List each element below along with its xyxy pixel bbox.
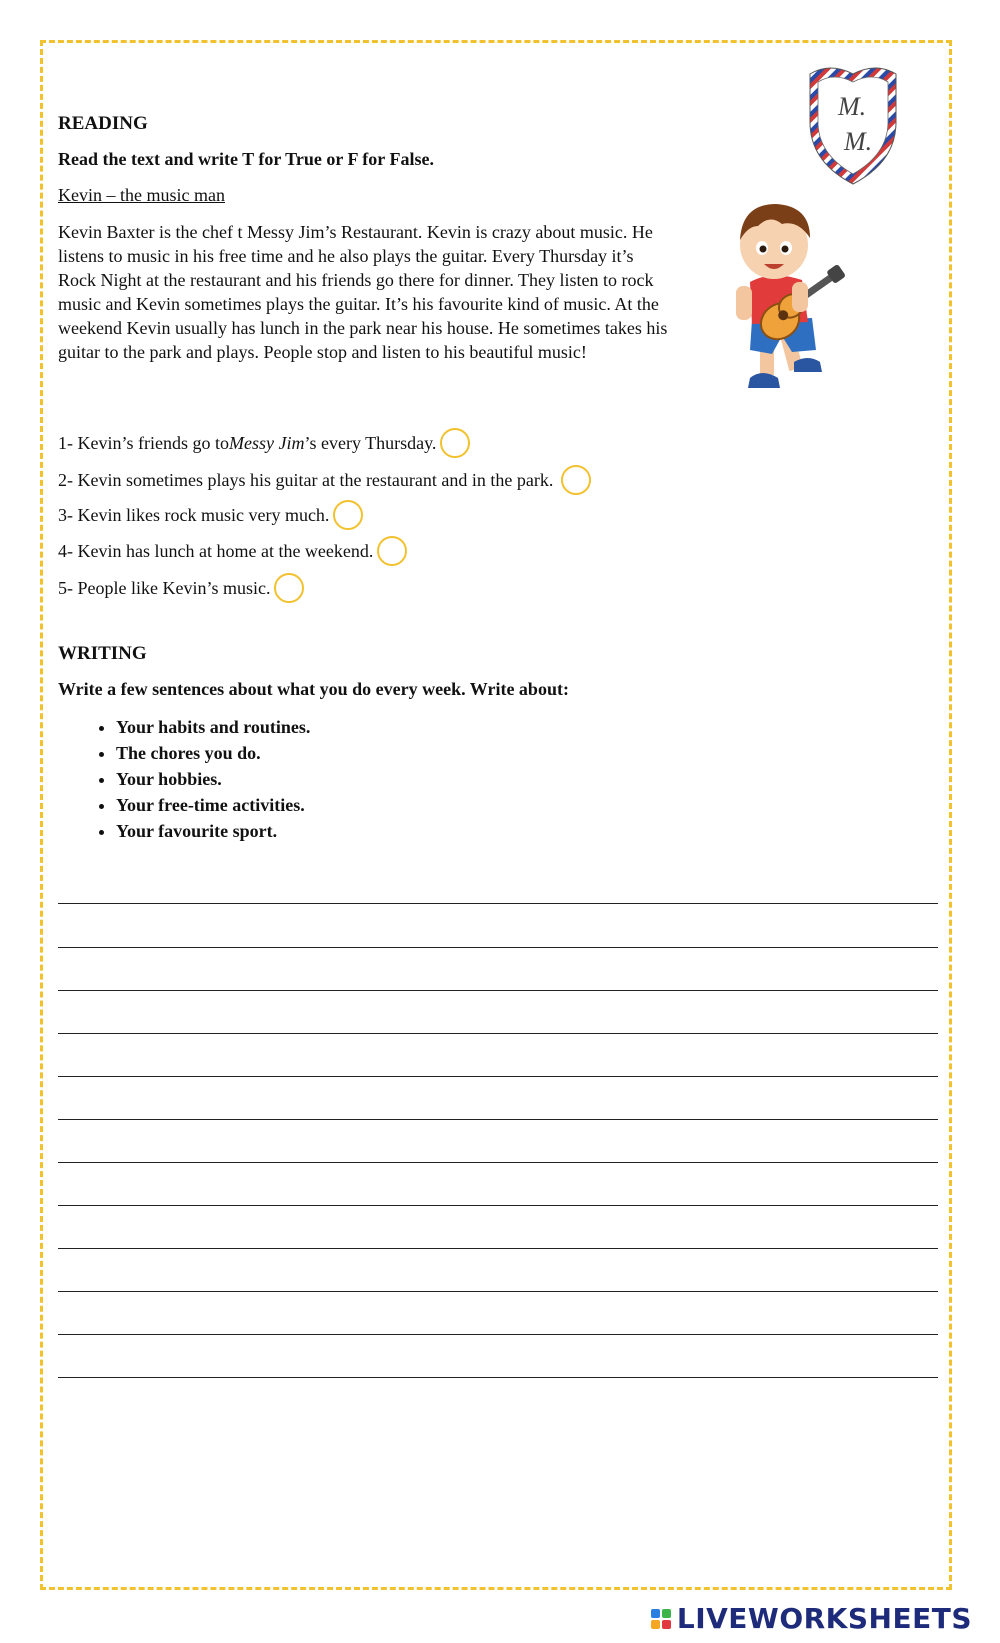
writing-line[interactable] [58, 1162, 938, 1163]
writing-line[interactable] [58, 1119, 938, 1120]
writing-bullet-list [58, 714, 310, 844]
question-4-text: 4- Kevin has lunch at home at the weekend. [58, 540, 374, 561]
writing-line[interactable] [58, 1248, 938, 1249]
question-5 [58, 573, 304, 603]
writing-line[interactable] [58, 1205, 938, 1206]
question-3 [58, 500, 363, 530]
bullet-item: • Your habits and routines. [116, 714, 310, 740]
writing-line[interactable] [58, 947, 938, 948]
liveworksheets-mark-icon [651, 1609, 671, 1629]
reading-heading: READING [58, 113, 148, 134]
boy-guitar-illustration [722, 190, 847, 405]
answer-circle-2[interactable] [561, 465, 591, 495]
crest-emblem [800, 60, 906, 190]
question-5-text: 5- People like Kevin’s music. [58, 577, 271, 598]
reading-instruction: Read the text and write T for True or F for False. [58, 149, 434, 169]
question-2-text: 2- Kevin sometimes plays his guitar at the restaurant and in the park. [58, 469, 554, 490]
bullet-item: • Your favourite sport. [116, 818, 310, 844]
answer-circle-3[interactable] [333, 500, 363, 530]
crest-letter-1: M. [838, 92, 867, 121]
question-1-text: 1- Kevin’s friends go to [58, 432, 229, 453]
crest-letter-2: M. [844, 127, 873, 156]
bullet-item: • The chores you do. [116, 740, 310, 766]
writing-line[interactable] [58, 903, 938, 904]
question-1-suffix: ’s every Thursday. [304, 432, 437, 453]
story-title: Kevin – the music man [58, 185, 225, 205]
answer-circle-1[interactable] [440, 428, 470, 458]
writing-instruction: Write a few sentences about what you do every week. Write about: [58, 679, 569, 699]
writing-line[interactable] [58, 1076, 938, 1077]
writing-line[interactable] [58, 1033, 938, 1034]
question-2 [58, 465, 591, 495]
answer-circle-4[interactable] [377, 536, 407, 566]
bullet-item: • Your free-time activities. [116, 792, 310, 818]
writing-line[interactable] [58, 1334, 938, 1335]
answer-circle-5[interactable] [274, 573, 304, 603]
story-paragraph: Kevin Baxter is the chef t Messy Jim’s Restaurant. Kevin is crazy about music. He listens to music in his free time and he also plays the guitar. Every Thursday it’s Rock Night at the restaurant and his friends go there for dinner. They listen to rock music and Kevin sometimes plays the guitar. It’s his favourite kind of music. At the weekend Kevin usually has lunch in the park near his house. He sometimes takes his guitar to the park and plays. People stop and listen to his beautiful music! [58, 222, 668, 362]
liveworksheets-logo [651, 1602, 972, 1635]
writing-heading: WRITING [58, 643, 147, 664]
writing-line[interactable] [58, 1377, 938, 1378]
writing-line[interactable] [58, 990, 938, 991]
bullet-item: • Your hobbies. [116, 766, 310, 792]
writing-line[interactable] [58, 1291, 938, 1292]
question-4 [58, 536, 407, 566]
question-1-italic: Messy Jim [228, 432, 305, 453]
question-3-text: 3- Kevin likes rock music very much. [58, 504, 330, 525]
brand-name: LIVEWORKSHEETS [676, 1602, 972, 1635]
question-1 [58, 428, 470, 458]
